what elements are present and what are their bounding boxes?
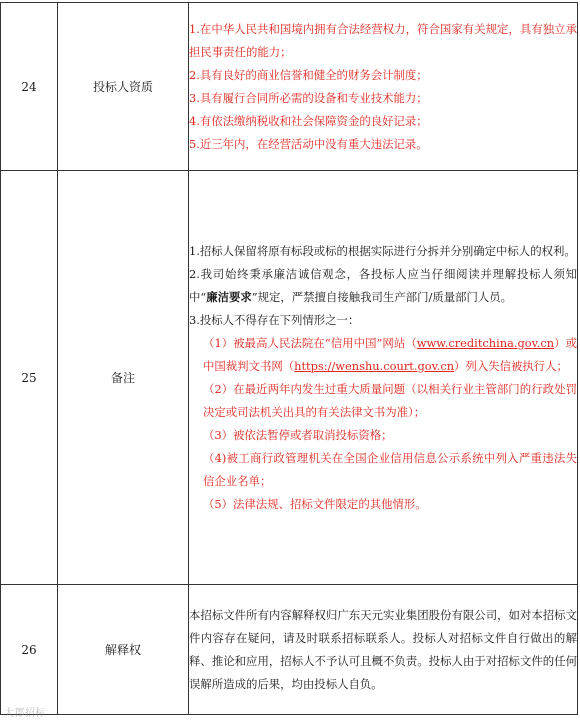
bid-requirements-table [0, 2, 578, 715]
remark-1: 1.招标人保留将原有标段或标的根据实际进行分拆并分别确定中标人的权利。 [189, 243, 576, 258]
row-item-title: 解释权 [58, 585, 189, 715]
row-item-title: 投标人资质 [58, 3, 189, 171]
qualification-5: 5.近三年内，在经营活动中没有重大违法记录。 [189, 136, 428, 151]
qualification-3: 3.具有履行合同所必需的设备和专业技术能力； [189, 90, 428, 105]
row-number: 24 [1, 3, 58, 171]
table-row-25 [1, 171, 578, 585]
row-content-qualifications [189, 3, 578, 171]
remark-2-pre: 2.我司始终秉承廉洁诚信观念，各投标人应当仔细阅读并理解投标人须知中“ [189, 266, 577, 304]
condition-3: （3）被依法暂停或者取消投标资格； [203, 427, 393, 442]
remark-3: 3.投标人不得存在下列情形之一： [189, 312, 360, 327]
watermark: 大郡招标 [4, 708, 46, 719]
remark-2 [189, 263, 577, 309]
interpretation-text: 本招标文件所有内容解释权归广东天元实业集团股份有限公司，如对本招标文件内容存在疑问，请及时联系招标联系人。投标人对招标文件自行做出的解释、推论和应用，招标人不予认可且概不负责。投标人由于对招标文件的任何误解所造成的后果，均由投标人自负。 [189, 607, 577, 691]
qualification-1: 1.在中华人民共和国境内拥有合法经营权力，符合国家有关规定，具有独立承担民事责任的能力； [189, 21, 577, 59]
row-content-interpretation [189, 585, 578, 715]
condition-5: （5）法律法规、招标文件限定的其他情形。 [203, 496, 427, 511]
qualification-4: 4.有依法缴纳税收和社会保障资金的良好记录； [189, 113, 428, 128]
qualification-2: 2.具有良好的商业信誉和健全的财务会计制度； [189, 67, 428, 82]
condition-1-pre: （1）被最高人民法院在“信用中国”网站（ [203, 335, 417, 350]
row-number: 25 [1, 171, 58, 585]
condition-4: （4)被工商行政管理机关在全国企业信用信息公示系统中列入严重违法失信企业名单； [203, 450, 577, 488]
row-item-title: 备注 [58, 171, 189, 585]
wenshu-link[interactable]: https://wenshu.court.gov.cn [294, 358, 455, 373]
row-content-remarks [189, 171, 578, 585]
condition-1-mid: ）或中国裁判文书网（ [203, 335, 577, 373]
condition-1 [189, 332, 577, 378]
integrity-requirement-term: 廉洁要求 [206, 289, 252, 304]
condition-1-post: ）列入失信被执行人； [454, 358, 568, 373]
table-row-24 [1, 3, 578, 171]
creditchina-link[interactable]: www.creditchina.gov.cn [416, 335, 555, 350]
condition-2: （2）在最近两年内发生过重大质量问题（以相关行业主管部门的行政处罚决定或司法机关出具的有关法律文书为准）； [203, 381, 577, 419]
row-number: 26 [1, 585, 58, 715]
table-row-26 [1, 585, 578, 715]
remark-2-post: ”规定，严禁擅自接触我司生产部门/质量部门人员。 [251, 289, 513, 304]
